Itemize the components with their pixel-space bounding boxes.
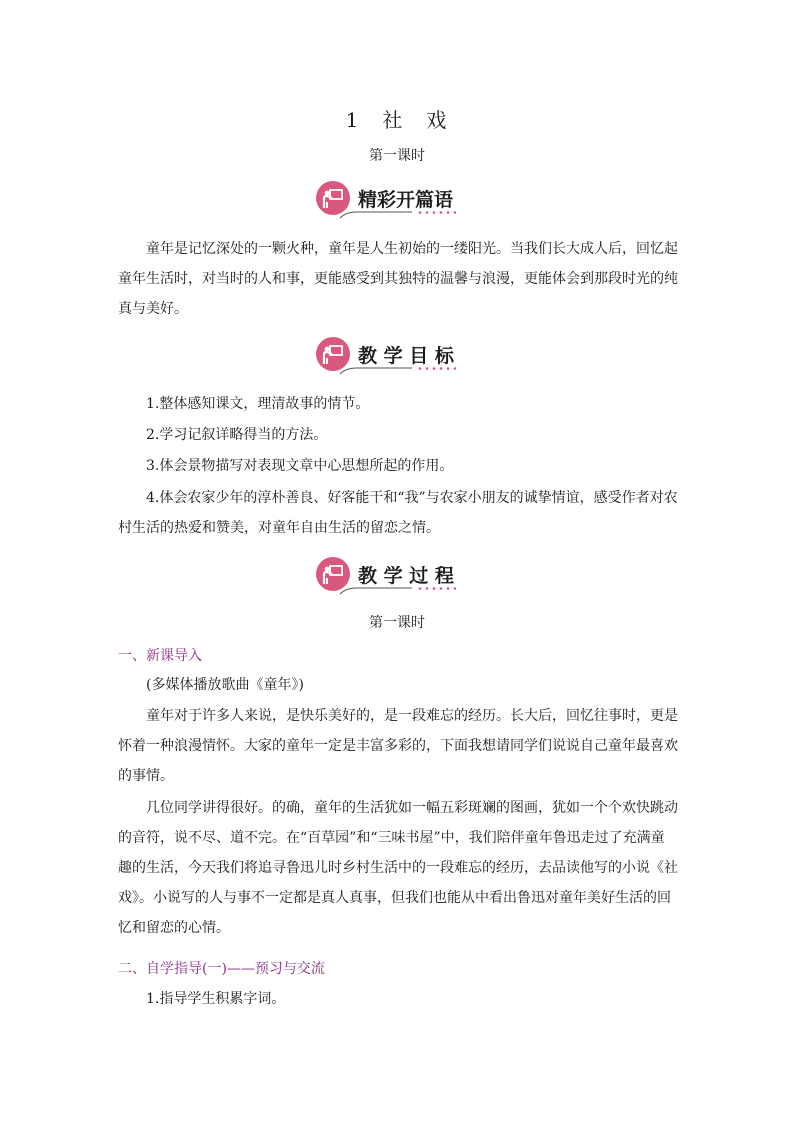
section-heading: 一、新课导入 <box>118 648 202 664</box>
banner-underline <box>340 211 456 219</box>
title-char-1: 社 <box>382 108 405 132</box>
banner-underline <box>340 367 456 375</box>
section-heading: 二、自学指导(一)——预习与交流 <box>118 961 325 977</box>
goal-item: 4.体会农家少年的淳朴善良、好客能干和“我”与农家小朋友的诚挚情谊，感受作者对农村生活的热爱和赞美，对童年自由生活的留恋之情。 <box>118 490 678 536</box>
lesson-subtitle: 第一课时 <box>369 148 425 164</box>
process-item: 1.指导学生积累字词。 <box>146 991 286 1007</box>
intro-paragraph: 童年对于许多人来说，是快乐美好的，是一段难忘的经历。长大后，回忆往事时，更是怀着一种浪漫情怀。大家的童年一定是丰富多彩的，下面我想请同学们说说自己童年最喜欢的事情。 <box>118 708 678 784</box>
banner-label: 教 学 目 标 <box>358 345 454 367</box>
lesson-number: 1 <box>345 108 361 132</box>
media-note: (多媒体播放歌曲《童年》) <box>146 677 304 693</box>
banner-label: 教 学 过 程 <box>358 565 454 587</box>
banner-goals <box>316 337 476 377</box>
goal-item: 3.体会景物描写对表现文章中心思想所起的作用。 <box>146 458 454 474</box>
banner-process <box>316 557 476 597</box>
intro-paragraph-2: 几位同学讲得很好。的确，童年的生活犹如一幅五彩斑斓的图画，犹如一个个欢快跳动的音符，说不尽、道不完。在“百草园”和“三味书屋”中，我们陪伴童年鲁迅走过了充满童趣的生活，今天我们将追寻鲁迅儿时乡村生活中的一段难忘的经历，去品读他写的小说《社戏》。小说写的人与事不一定都是真人真事，但我们也能从中看出鲁迅对童年美好生活的回忆和留恋的心情。 <box>118 800 678 936</box>
opening-paragraph: 童年是记忆深处的一颗火种，童年是人生初始的一缕阳光。当我们长大成人后，回忆起童年生活时，对当时的人和事，更能感受到其独特的温馨与浪漫，更能体会到那段时光的纯真与美好。 <box>118 241 678 317</box>
process-lesson-label: 第一课时 <box>369 615 425 631</box>
lesson-title <box>0 104 794 133</box>
goal-item: 2.学习记叙详略得当的方法。 <box>146 427 328 443</box>
teacher-icon <box>316 337 350 371</box>
teacher-icon <box>316 181 350 215</box>
banner-opening <box>316 181 476 221</box>
goal-item: 1.整体感知课文，理清故事的情节。 <box>146 396 370 412</box>
banner-underline <box>340 587 456 595</box>
banner-label: 精彩开篇语 <box>358 189 454 211</box>
title-char-2: 戏 <box>426 108 449 132</box>
teacher-icon <box>316 557 350 591</box>
